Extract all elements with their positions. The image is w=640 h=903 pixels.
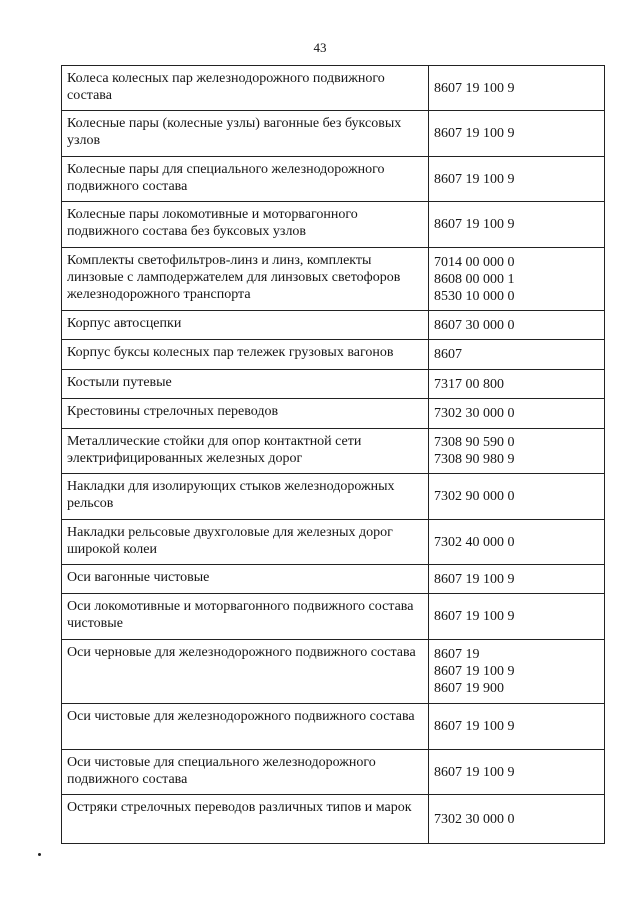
table-body: [62, 66, 605, 844]
product-name-cell: Накладки рельсовые двухголовые для железных дорог широкой колеи: [62, 520, 429, 565]
code-cell: [429, 66, 605, 111]
tnved-code: 7302 30 000 0: [434, 406, 515, 421]
table-row: [62, 157, 605, 202]
table-row: [62, 704, 605, 750]
code-cell: [429, 111, 605, 157]
table-row: [62, 370, 605, 399]
code-cell: [429, 370, 605, 399]
table-row: [62, 202, 605, 248]
code-cell: [429, 157, 605, 202]
code-cell: [429, 640, 605, 704]
code-cell: [429, 704, 605, 750]
table-row: [62, 66, 605, 111]
product-name-cell: Колесные пары для специального железнодорожного подвижного состава: [62, 157, 429, 202]
tnved-code: 7308 90 980 9: [434, 452, 515, 467]
tnved-code: 8607 19 100 9: [434, 764, 515, 780]
table-row: [62, 640, 605, 704]
product-name-cell: Корпус буксы колесных пар тележек грузовых вагонов: [62, 340, 429, 370]
table-row: [62, 399, 605, 429]
product-name-cell: Металлические стойки для опор контактной сети электрифицированных железных дорог: [62, 429, 429, 474]
code-cell: [429, 399, 605, 429]
product-name-cell: Колеса колесных пар железнодорожного подвижного состава: [62, 66, 429, 111]
code-cell: [429, 594, 605, 640]
tnved-code: 7317 00 800: [434, 376, 504, 392]
table-row: [62, 750, 605, 795]
tnved-code: 8607 19 100 9: [434, 217, 515, 232]
product-name-cell: Крестовины стрелочных переводов: [62, 399, 429, 429]
tnved-code: 8607 19 100 9: [434, 719, 515, 734]
tnved-code: 8530 10 000 0: [434, 288, 515, 304]
product-name-cell: Костыли путевые: [62, 370, 429, 399]
product-name-cell: Оси чистовые для железнодорожного подвижного состава: [62, 704, 429, 750]
table-row: [62, 565, 605, 594]
table-row: [62, 340, 605, 370]
code-cell: [429, 311, 605, 340]
tnved-code: 7308 90 590 0: [434, 435, 515, 450]
code-cell: [429, 520, 605, 565]
table-row: [62, 429, 605, 474]
page-number: 43: [313, 40, 327, 55]
product-name-cell: Колесные пары локомотивные и моторвагонного подвижного состава без буксовых узлов: [62, 202, 429, 248]
product-name-cell: Оси локомотивные и моторвагонного подвижного состава чистовые: [62, 594, 429, 640]
product-name-cell: Оси чистовые для специального железнодорожного подвижного состава: [62, 750, 429, 795]
tnved-code: 8607 30 000 0: [434, 317, 515, 333]
table-row: [62, 520, 605, 565]
tnved-code: 7302 30 000 0: [434, 811, 515, 827]
tnved-code: 7302 90 000 0: [434, 489, 515, 504]
code-cell: [429, 340, 605, 370]
tnved-code: 8607 19: [434, 647, 480, 662]
tnved-code: 8607 19 100 9: [434, 664, 515, 679]
tnved-code: 8607 19 900: [434, 681, 504, 696]
table-row: [62, 594, 605, 640]
tnved-code: 8607: [434, 347, 462, 362]
product-name-cell: Комплекты светофильтров-линз и линз, комплекты линзовые с ламподержателем для линзовых светофоров железнодорожного транспорта: [62, 248, 429, 311]
table-row: [62, 248, 605, 311]
code-cell: [429, 474, 605, 520]
tnved-code: 8608 00 000 1: [434, 271, 515, 287]
code-cell: [429, 248, 605, 311]
code-cell: [429, 202, 605, 248]
code-cell: [429, 750, 605, 795]
table-row: [62, 795, 605, 844]
table-row: [62, 474, 605, 520]
tnved-code: 7014 00 000 0: [434, 254, 515, 270]
product-name-cell: Оси черновые для железнодорожного подвижного состава: [62, 640, 429, 704]
tnved-code: 8607 19 100 9: [434, 571, 515, 587]
tnved-code: 8607 19 100 9: [434, 171, 515, 187]
tnved-code: 8607 19 100 9: [434, 609, 515, 624]
product-name-cell: Колесные пары (колесные узлы) вагонные без буксовых узлов: [62, 111, 429, 157]
tnved-code: 8607 19 100 9: [434, 80, 515, 96]
tnved-code: 7302 40 000 0: [434, 534, 515, 550]
product-name-cell: Оси вагонные чистовые: [62, 565, 429, 594]
table-row: [62, 111, 605, 157]
tnved-code: 8607 19 100 9: [434, 126, 515, 141]
product-codes-table: [61, 65, 605, 844]
product-name-cell: Корпус автосцепки: [62, 311, 429, 340]
product-name-cell: Остряки стрелочных переводов различных типов и марок: [62, 795, 429, 844]
code-cell: [429, 795, 605, 844]
table-row: [62, 311, 605, 340]
product-name-cell: Накладки для изолирующих стыков железнодорожных рельсов: [62, 474, 429, 520]
code-cell: [429, 565, 605, 594]
scan-dot: [38, 853, 41, 856]
code-cell: [429, 429, 605, 474]
